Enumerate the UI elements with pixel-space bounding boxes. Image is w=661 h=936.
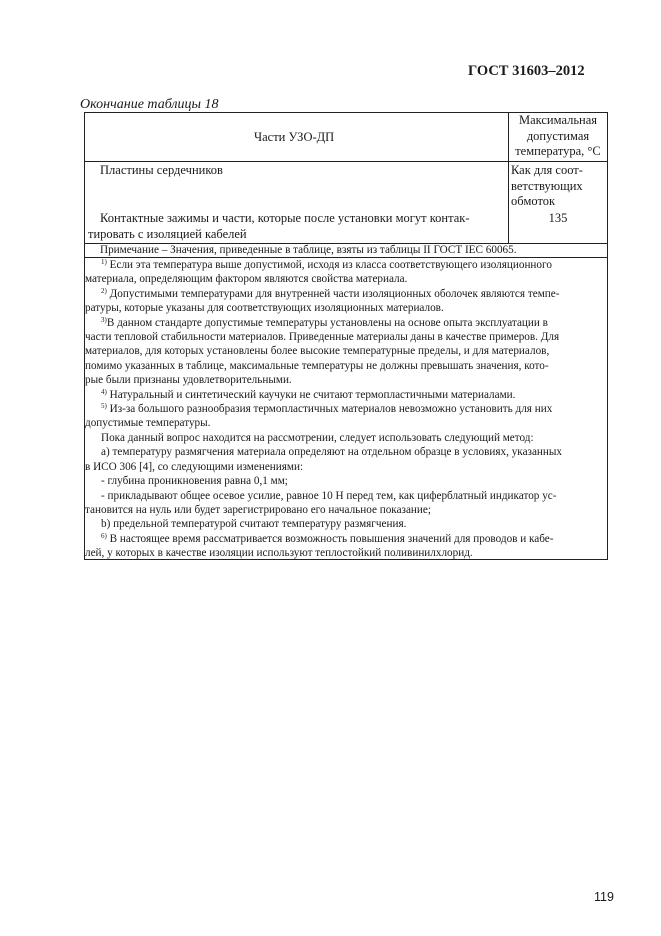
footnote-3-cont: помимо указанных в таблице, максимальные температуры не должны превышать значения, кото- [85,359,549,372]
footnotes-block [85,258,606,561]
footnote-2: $^{2)}$ Допустимыми температурами для внутренней части изоляционных оболочек являются темпе- [101,286,560,300]
document-code: ГОСТ 31603–2012 [468,63,585,79]
method-item-a: а) температуру размягчения материала определяют на отдельном образце в условиях, указанных [101,446,563,459]
footnote-6: $^{6)}$ В настоящее время рассматривается возможность повышения значений для проводов и кабе- [101,531,554,545]
method-dash-2: - прикладывают общее осевое усилие, равное 10 Н перед тем, как циферблатный индикатор ус- [101,489,557,502]
footnote-1-cont: материала, определяющим фактором являются свойства материала. [85,273,408,286]
footnote-3-cont: материалов, для которых установлены более высокие температурные пределы, и для материалов, [85,345,550,358]
footnote-1: $^{1)}$ Если эта температура выше допустимой, исходя из класса соответствующего изоляционного [101,258,552,271]
footnote-3-cont: части тепловой стабильности материалов. Приведенные материалы даны в качестве примеров. Для [85,331,560,344]
method-item-a-cont: в ИСО 306 [4], со следующими изменениями: [85,460,304,473]
table-note: Примечание – Значения, приведенные в таблице, взяты из таблицы II ГОСТ IEC 60065. [100,244,517,256]
temperature-table [84,112,608,560]
method-item-b: b) предельной температурой считают температуру размягчения. [101,518,407,531]
footnote-3-cont: рые были признаны удовлетворительными. [85,374,292,387]
column-header-parts: Части УЗО-ДП [254,130,335,144]
row-part-cores: Пластины сердечников [100,163,223,177]
page-number: 119 [594,890,614,904]
row-temp-terminals: 135 [548,211,568,225]
method-dash-2-cont: тановится на нуль или будет зарегистрировано его начальное показание; [85,503,431,516]
row-temp-cores: Как для соот- ветствующих обмоток [511,163,583,208]
table-border-right [607,112,608,560]
column-header-temperature: Максимальная допустимая температура, °С [515,113,601,158]
table-caption: Окончание таблицы 18 [80,97,219,112]
method-dash-1: - глубина проникновения равна 0,1 мм; [101,475,288,488]
footnote-5-cont: допустимые температуры. [85,417,211,430]
row-part-terminals: Контактные зажимы и части, которые после установки могут контак- тировать с изоляцией кабелей [88,211,470,241]
footnote-6-cont: лей, у которых в качестве изоляции используют теплостойкий поливинилхлорид. [85,547,473,560]
footnote-3: $^{3)}$В данном стандарте допустимые температуры установлены на основе опыта эксплуатации в [101,315,548,329]
footnote-5: $^{5)}$ Из-за большого разнообразия термопластичных материалов невозможно установить для них [101,402,553,416]
footnote-2-cont: ратуры, которые указаны для соответствующих изоляционных материалов. [85,302,444,315]
footnote-4: $^{4)}$ Натуральный и синтетический каучуки не считают термопластичными материалами. [101,387,516,401]
method-intro: Пока данный вопрос находится на рассмотрении, следует использовать следующий метод: [101,431,534,444]
table-header-divider [84,161,608,162]
